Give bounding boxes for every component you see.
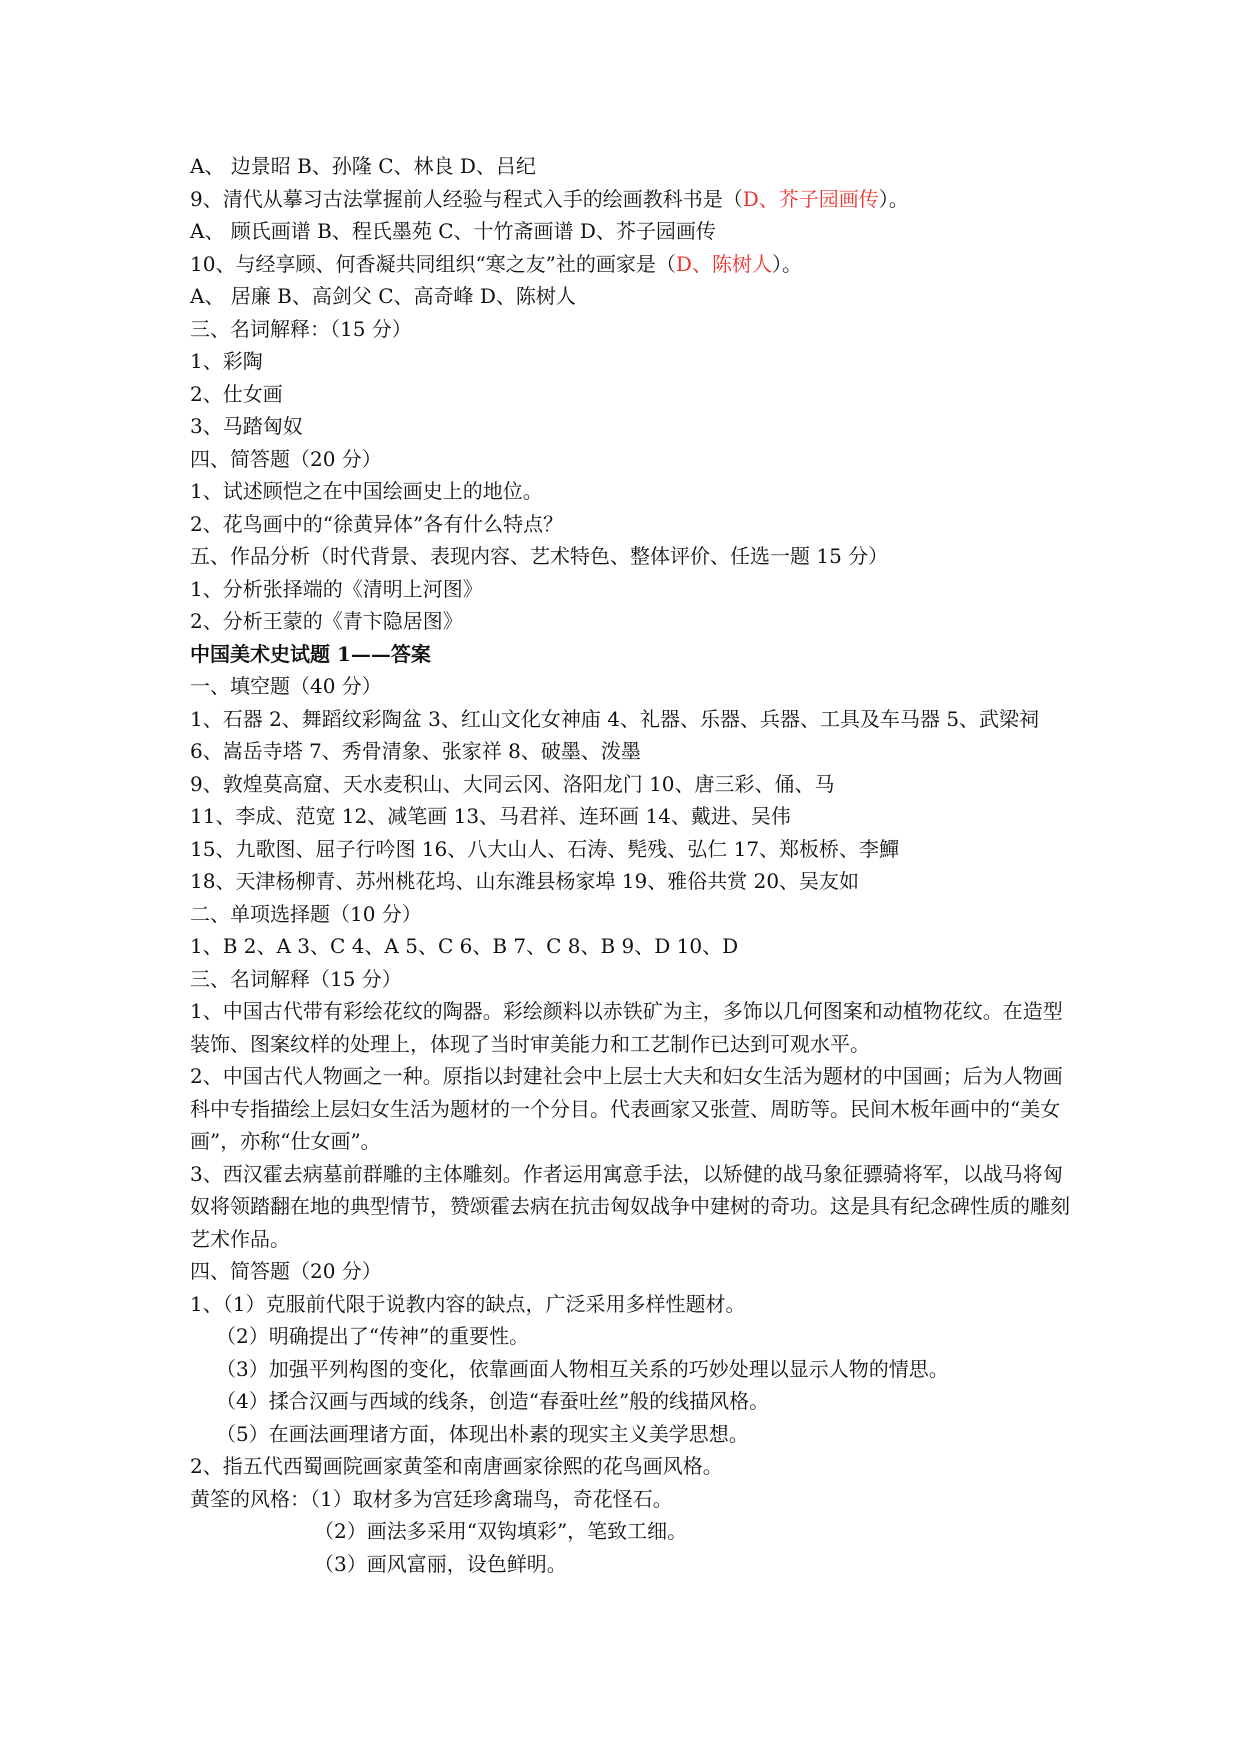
short-answer-line: （2）画法多采用“双钩填彩”，笔致工细。 — [314, 1519, 688, 1543]
section-heading: 四、简答题（20 分） — [190, 1259, 382, 1283]
question-item: 1、试述顾恺之在中国绘画史上的地位。 — [190, 479, 543, 503]
answer-line: 1、B 2、A 3、C 4、A 5、C 6、B 7、C 8、B 9、D 10、D — [190, 934, 739, 958]
short-answer-line: 黄筌的风格：（1）取材多为宫廷珍禽瑞鸟，奇花怪石。 — [190, 1486, 673, 1511]
q10-text: 10、与经享顾、何香凝共同组织“寒之友”社的画家是（ — [190, 251, 676, 276]
section-heading: 三、名词解释（15 分） — [190, 966, 402, 991]
question-item: 2、分析王蒙的《青卞隐居图》 — [190, 609, 463, 633]
question-item: 1、分析张择端的《清明上河图》 — [190, 576, 483, 601]
q9-text: 9、清代从摹习古法掌握前人经验与程式入手的绘画教科书是（ — [190, 186, 743, 211]
term-item: 2、仕女画 — [190, 381, 283, 406]
term-answer: 2、中国古代人物画之一种。原指以封建社会中上层士大夫和妇女生活为题材的中国画；后为人物画科中专指描绘上层妇女生活为题材的一个分目。代表画家又张萱、周昉等。民间木板年画中的“美女画”，亦称“仕女画”。 — [190, 1064, 1063, 1153]
q10-answer: D、陈树人 — [675, 251, 772, 276]
section-heading: 四、简答题（20 分） — [190, 446, 382, 471]
q9-options: A、 顾氏画谱 B、程氏墨苑 C、十竹斋画谱 D、芥子园画传 — [190, 219, 716, 243]
short-answer-line: （3）画风富丽，设色鲜明。 — [314, 1551, 567, 1576]
term-answer: 1、中国古代带有彩绘花纹的陶器。彩绘颜料以赤铁矿为主，多饰以几何图案和动植物花纹。在造型装饰、图案纹样的处理上，体现了当时审美能力和工艺制作已达到可观水平。 — [190, 999, 1063, 1056]
answer-line: 11、李成、范宽 12、减笔画 13、马君祥、连环画 14、戴进、吴伟 — [190, 804, 791, 828]
document-page — [190, 150, 1070, 1580]
short-answer-line: （5）在画法画理诸方面，体现出朴素的现实主义美学思想。 — [216, 1421, 749, 1446]
term-answer: 3、西汉霍去病墓前群雕的主体雕刻。作者运用寓意手法，以矫健的战马象征骠骑将军，以战马将匈奴将领踏翻在地的典型情节，赞颂霍去病在抗击匈奴战争中建树的奇功。这是具有纪念碑性质的雕刻艺术作品。 — [190, 1161, 1070, 1251]
q10-close: ）。 — [771, 251, 802, 276]
answer-title: 中国美术史试题 1——答案 — [190, 641, 431, 666]
section-heading: 五、作品分析（时代背景、表现内容、艺术特色、整体评价、任选一题 15 分） — [190, 544, 889, 568]
q8-options: A、 边景昭 B、孙隆 C、林良 D、吕纪 — [190, 154, 536, 178]
answer-line: 9、敦煌莫高窟、天水麦积山、大同云冈、洛阳龙门 10、唐三彩、俑、马 — [190, 771, 835, 796]
answer-line: 1、石器 2、舞蹈纹彩陶盆 3、红山文化女神庙 4、礼器、乐器、兵器、工具及车马器 5、武梁祠 6、嵩岳寺塔 7、秀骨清象、张家祥 8、破墨、泼墨 — [190, 706, 1040, 763]
answer-line: 15、九歌图、屈子行吟图 16、八大山人、石涛、髡残、弘仁 17、郑板桥、李鱓 — [190, 836, 900, 861]
q10-question — [190, 248, 1070, 281]
q9-answer: D、芥子园画传 — [742, 186, 879, 211]
section-heading: 一、填空题（40 分） — [190, 674, 382, 698]
q9-question — [190, 183, 1070, 216]
section-heading: 三、名词解释：（15 分） — [190, 316, 412, 341]
section-heading: 二、单项选择题（10 分） — [190, 901, 422, 926]
short-answer-line: 1、（1）克服前代限于说教内容的缺点，广泛采用多样性题材。 — [190, 1291, 746, 1316]
term-item: 3、马踏匈奴 — [190, 414, 303, 438]
short-answer-line: （4）揉合汉画与西域的线条，创造“春蚕吐丝”般的线描风格。 — [216, 1389, 770, 1413]
short-answer-line: 2、指五代西蜀画院画家黄筌和南唐画家徐熙的花鸟画风格。 — [190, 1454, 723, 1478]
short-answer-line: （2）明确提出了“传神”的重要性。 — [216, 1324, 530, 1348]
short-answer-line: （3）加强平列构图的变化，依靠画面人物相互关系的巧妙处理以显示人物的情思。 — [216, 1356, 949, 1381]
question-item: 2、花鸟画中的“徐黄异体”各有什么特点？ — [190, 511, 564, 536]
term-item: 1、彩陶 — [190, 349, 263, 373]
q9-close: ）。 — [878, 186, 909, 211]
answer-line: 18、天津杨柳青、苏州桃花坞、山东潍县杨家埠 19、雅俗共赏 20、吴友如 — [190, 869, 860, 893]
q10-options: A、 居廉 B、高剑父 C、高奇峰 D、陈树人 — [190, 284, 576, 308]
